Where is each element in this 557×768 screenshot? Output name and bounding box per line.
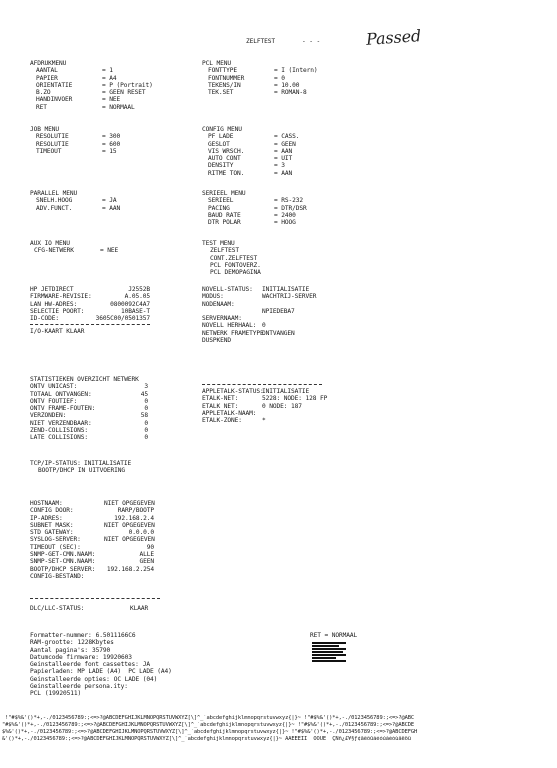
pcl-menu-heading: PCL MENU xyxy=(202,60,232,67)
config-setting-label: VIS WRSCH. xyxy=(208,147,245,155)
tcpip-field-value: NIET OPGEGEVEN xyxy=(104,500,155,507)
formatter-field xyxy=(30,632,240,639)
tcpip-field xyxy=(30,507,160,514)
appletalk-field-label: ETALK NET: xyxy=(202,402,239,410)
network-stat xyxy=(30,391,150,398)
divider xyxy=(202,384,322,385)
pcl-setting-label: TEK.SET xyxy=(208,89,234,97)
formatter-field xyxy=(30,639,240,646)
formatter-field xyxy=(30,668,240,675)
novell-field-value: INITIALISATIE xyxy=(262,286,310,293)
tcpip-field xyxy=(30,573,160,580)
printer-setting-value: = P (Portrait) xyxy=(102,81,153,89)
tcpip-field-value: 90 xyxy=(146,543,154,551)
appletalk-field-value: 5228: NODE: 128 FP xyxy=(262,395,328,403)
network-stat-label: NIET VERZENDBAAR: xyxy=(30,419,92,427)
printer-setting xyxy=(30,96,153,103)
formatter-field xyxy=(30,683,240,690)
serial-setting xyxy=(202,212,307,219)
serial-setting-label: BAUD RATE xyxy=(208,211,241,219)
printer-setting-label: PAPIER xyxy=(36,74,58,82)
network-stat-value: 58 xyxy=(140,412,148,420)
job-setting xyxy=(30,133,120,140)
appletalk-info xyxy=(202,384,328,425)
ret-label: RET = NORMAAL xyxy=(310,632,358,639)
network-stat xyxy=(30,420,150,427)
pcl-menu xyxy=(202,60,318,96)
appletalk-field-value: * xyxy=(262,417,266,425)
tcpip-field xyxy=(30,544,160,551)
config-setting-label: AUTO CONT xyxy=(208,155,241,163)
job-setting xyxy=(30,141,120,148)
pcl-setting-value: = I (Intern) xyxy=(274,67,318,75)
job-menu-heading: JOB MENU xyxy=(30,126,60,133)
network-stat-label: ONTV FOUTIEF: xyxy=(30,397,78,405)
novell-field-value: NPIEDEBA7 xyxy=(262,307,295,315)
printer-setting xyxy=(30,75,153,82)
tcpip-field xyxy=(30,500,160,507)
formatter-field-label: Datumcode firmware: xyxy=(30,653,99,661)
config-setting xyxy=(202,141,299,148)
network-stat-value: 0 xyxy=(144,427,148,435)
parallel-setting-label: SNELH.HOOG xyxy=(36,197,73,205)
job-setting-label: RESOLUTIE xyxy=(36,140,69,148)
formatter-field-value: 1228Kbytes xyxy=(77,639,114,647)
jetdirect-field-label: LAN HW-ADRES: xyxy=(30,300,78,308)
network-stat xyxy=(30,398,150,405)
appletalk-field-value: 0 NODE: 187 xyxy=(262,402,302,410)
jetdirect-field-label: ID-CODE: xyxy=(30,315,60,323)
test-menu-item: CONT.ZELFTEST xyxy=(210,254,258,262)
parallel-setting-value: = AAN xyxy=(102,204,121,212)
test-menu-item: PCL FONTOVERZ. xyxy=(210,261,261,269)
formatter-field-label: RAM-grootte: xyxy=(30,639,74,647)
divider xyxy=(30,598,160,599)
tcpip-config xyxy=(30,500,160,580)
network-stat-value: 0 xyxy=(144,397,148,405)
config-setting xyxy=(202,148,299,155)
network-stat-label: ONTV FRAME-FOUTEN: xyxy=(30,405,96,413)
tcpip-field-value: GEEN xyxy=(139,558,154,566)
appletalk-field xyxy=(202,410,322,417)
printer-menu xyxy=(30,60,153,111)
network-stat-value: 3 xyxy=(144,383,148,391)
header-marks: - - - xyxy=(302,38,321,45)
aux-setting-label: CFG-NETWERK xyxy=(34,247,74,255)
serial-menu xyxy=(202,190,307,226)
printer-setting-value: = NEE xyxy=(102,96,121,104)
novell-field-label: DUSPKEND xyxy=(202,337,232,345)
network-stat-value: 0 xyxy=(144,434,148,442)
formatter-field-label: Geinstalleerde persona.ity: xyxy=(30,683,128,691)
job-setting-value: = 600 xyxy=(102,140,121,148)
pcl-setting-value: = 0 xyxy=(274,74,285,82)
printer-setting xyxy=(30,67,153,74)
config-setting-value: = AAN xyxy=(274,169,293,177)
pcl-setting-label: FONTNUMMER xyxy=(208,74,245,82)
network-stat-label: ONTV UNICAST: xyxy=(30,383,78,391)
config-setting-label: DENSITY xyxy=(208,162,234,170)
appletalk-field xyxy=(202,395,328,403)
job-setting xyxy=(30,148,120,155)
network-stat-value: 45 xyxy=(140,390,148,398)
novell-field-label: NODENAAM: xyxy=(202,300,235,308)
formatter-field-value: OC LADE (04) xyxy=(113,675,158,683)
tcpip-note: BOOTP/DHCP IN UITVOERING xyxy=(38,467,126,475)
serial-setting-label: SERIEEL xyxy=(208,197,234,205)
printer-setting-label: RET xyxy=(36,103,47,111)
page-title: ZELFTEST xyxy=(246,38,276,45)
jetdirect-field xyxy=(30,293,150,300)
appletalk-field-value: INITIALISATIE xyxy=(262,388,310,395)
tcpip-field-value: ALLE xyxy=(139,551,154,559)
novell-field xyxy=(202,293,322,300)
serial-setting xyxy=(202,205,307,212)
jetdirect-field xyxy=(30,315,150,322)
tcpip-field-label: BOOTP/DHCP SERVER: xyxy=(30,565,96,573)
tcpip-field-value: NIET OPGEGEVEN xyxy=(104,521,155,529)
serial-setting-value: = DTR/DSR xyxy=(274,204,307,212)
test-menu-heading: TEST MENU xyxy=(202,240,235,247)
appletalk-field-label: ETALK-ZONE: xyxy=(202,417,242,425)
formatter-field-label: PCL xyxy=(30,690,41,698)
charset-line: &'()*+,-./0123456789:;<=>?@ABCDEFGHIJKLMNOPQRSTUVWXYZ[\]^_`abcdefghijklmnopqrstuvwxyz{|}~ AAEEEII OOUE ÇÑñ¿£¥§ƒ¢âêôûáéóúàèòùäëöü xyxy=(2,736,411,742)
formatter-field-value: (19920511) xyxy=(44,690,82,698)
parallel-setting-value: = JA xyxy=(102,197,117,205)
formatter-field xyxy=(30,676,240,683)
dlc-block xyxy=(30,598,160,612)
tcpip-field-value: 0.0.0.0 xyxy=(128,529,154,537)
pcl-setting-label: FONTTYPE xyxy=(208,67,238,75)
config-setting-value: = AAN xyxy=(274,147,293,155)
printer-setting-label: B.ZO xyxy=(36,89,51,97)
jetdirect-field-value: J2552B xyxy=(128,286,150,293)
dlc-status-label: DLC/LLC-STATUS: xyxy=(30,605,85,612)
serial-setting-label: PACING xyxy=(208,204,230,212)
config-setting xyxy=(202,155,299,162)
novell-field xyxy=(202,330,322,337)
handwritten-signature: Passed xyxy=(365,26,422,49)
jetdirect-info xyxy=(30,286,150,336)
tcpip-status-value: INITIALISATIE xyxy=(84,460,132,467)
tcpip-field-label: TIMEOUT (SEC): xyxy=(30,543,81,551)
appletalk-field xyxy=(202,403,322,410)
novell-field-label: SERVERNAAM: xyxy=(202,315,242,323)
tcpip-field-label: SYSLOG-SERVER: xyxy=(30,536,81,544)
novell-field-label: MODUS: xyxy=(202,293,224,301)
parallel-menu xyxy=(30,190,120,212)
printer-setting xyxy=(30,82,153,89)
charset-line: "#$%&'()*+,-./0123456789:;<=>?@ABCDEFGHIJKLMNOPQRSTUVWXYZ[\]^_`abcdefghijklmnopqrstuvwxyz{|}~ !"#$%&'()*+,-./0123456789:;<=>?@ABCDE xyxy=(2,722,415,728)
formatter-field-value: 6.5011166C6 xyxy=(95,632,136,639)
novell-field-label: NOVELL HERHAAL: xyxy=(202,322,257,330)
serial-setting xyxy=(202,219,307,226)
serial-menu-heading: SERIEEL MENU xyxy=(202,190,246,197)
divider xyxy=(30,324,150,325)
serial-setting-value: = 2400 xyxy=(274,211,296,219)
network-stat xyxy=(30,434,150,441)
network-stats-heading: STATISTIEKEN OVERZICHT NETWERK xyxy=(30,376,139,383)
serial-setting-label: DTR POLAR xyxy=(208,219,241,227)
tcpip-field-value: NIET OPGEGEVEN xyxy=(104,536,155,544)
aux-io-menu-heading: AUX IO MENU xyxy=(30,240,70,247)
printer-setting xyxy=(30,89,153,96)
config-menu-heading: CONFIG MENU xyxy=(202,126,242,133)
jetdirect-field xyxy=(30,286,150,293)
serial-setting-value: = RS-232 xyxy=(274,197,304,205)
pcl-setting xyxy=(202,89,318,96)
novell-field xyxy=(202,315,322,322)
config-setting xyxy=(202,170,299,177)
novell-field-value: WACHTRIJ-SERVER xyxy=(262,293,317,301)
printer-setting xyxy=(30,104,153,111)
tcpip-field-label: CONFIG-BESTAND: xyxy=(30,572,85,580)
formatter-field-value: JA xyxy=(142,661,151,669)
novell-info xyxy=(202,286,322,344)
novell-field xyxy=(202,337,322,344)
printer-setting-value: = GEEN RESET xyxy=(102,89,146,97)
config-setting xyxy=(202,133,299,140)
formatter-field-label: Papierladen: xyxy=(30,668,74,676)
parallel-setting xyxy=(30,197,120,204)
printer-setting-label: ORIENTATIE xyxy=(36,81,73,89)
formatter-field-label: Formatter-nummer: xyxy=(30,632,92,639)
novell-field-value: ONTVANGEN xyxy=(262,329,295,337)
jetdirect-field-value: 0800092C4A7 xyxy=(110,300,150,308)
network-stats xyxy=(30,376,150,442)
printer-setting-label: AANTAL xyxy=(36,67,58,75)
tcpip-field xyxy=(30,529,160,536)
formatter-field-label: Aantal pagina's: xyxy=(30,646,89,654)
formatter-field-value: 35790 xyxy=(92,646,111,654)
jetdirect-field-label: HP JETDIRECT xyxy=(30,286,74,293)
jetdirect-field xyxy=(30,301,150,308)
charset-line: $%&'()*+,-./0123456789:;<=>?@ABCDEFGHIJKLMNOPQRSTUVWXYZ[\]^_`abcdefghijklmnopqrstuvwxyz{|}~ !"#$%&'()*+,-./0123456789:;<=>?@ABCDEFGH xyxy=(2,729,418,735)
network-stat xyxy=(30,412,150,419)
parallel-menu-heading: PARALLEL MENU xyxy=(30,190,78,197)
appletalk-field xyxy=(202,417,322,424)
formatter-field xyxy=(30,654,240,661)
aux-setting-value: = NEE xyxy=(100,247,119,255)
parallel-setting-label: ADV.FUNCT. xyxy=(36,204,73,212)
network-stat-value: 0 xyxy=(144,419,148,427)
config-setting xyxy=(202,162,299,169)
tcpip-field-label: HOSTNAAM: xyxy=(30,500,63,507)
formatter-info xyxy=(30,632,240,698)
tcpip-field xyxy=(30,522,160,529)
formatter-field-value: 19920603 xyxy=(102,653,132,661)
jetdirect-field-value: 10BASE-T xyxy=(120,307,150,315)
printer-menu-heading: AFDRUKMENU xyxy=(30,60,67,67)
serial-setting xyxy=(202,197,307,204)
formatter-field-value: MP LADE (A4) PC LADE (A4) xyxy=(77,668,172,676)
test-menu-item: ZELFTEST xyxy=(210,247,240,255)
tcpip-field-label: SNMP-SET-CMN.NAAM: xyxy=(30,558,96,566)
novell-field xyxy=(202,322,322,329)
jetdirect-field-value: 3605C00/0501357 xyxy=(95,315,150,323)
job-menu xyxy=(30,126,120,155)
job-setting-label: TIMEOUT xyxy=(36,147,62,155)
formatter-field xyxy=(30,647,240,654)
novell-field xyxy=(202,301,322,308)
network-stat xyxy=(30,405,150,412)
network-stat xyxy=(30,383,150,390)
network-stat-label: TOTAAL ONTVANGEN: xyxy=(30,390,92,398)
tcpip-field xyxy=(30,536,160,543)
formatter-field-label: Geinstalleerde opties: xyxy=(30,675,110,683)
pcl-setting-value: = 10.00 xyxy=(274,81,300,89)
serial-setting-value: = HOOG xyxy=(274,219,296,227)
novell-field xyxy=(202,308,322,315)
config-setting-value: = UIT xyxy=(274,155,293,163)
pcl-setting-label: TEKENS/IN xyxy=(208,81,241,89)
printer-setting-label: HANDINVOER xyxy=(36,96,73,104)
config-setting-value: = CASS. xyxy=(274,133,300,141)
pcl-setting-value: = ROMAN-8 xyxy=(274,89,307,97)
tcpip-field-label: CONFIG DOOR: xyxy=(30,507,74,515)
printer-setting-value: = 1 xyxy=(102,67,113,75)
jetdirect-field-label: FIRMWARE-REVISIE: xyxy=(30,293,92,301)
printer-setting-value: = A4 xyxy=(102,74,117,82)
test-menu xyxy=(202,240,261,276)
test-menu-item: PCL DEMOPAGINA xyxy=(210,269,261,277)
barcode-pattern xyxy=(312,642,346,662)
config-setting-label: GESLOT xyxy=(208,140,230,148)
aux-setting xyxy=(30,247,118,254)
pcl-setting xyxy=(202,67,318,74)
appletalk-field xyxy=(202,388,322,395)
pcl-setting xyxy=(202,75,318,82)
network-stat-value: 0 xyxy=(144,405,148,413)
aux-io-menu xyxy=(30,240,118,255)
novell-field-label: NOVELL-STATUS: xyxy=(202,286,253,293)
network-stat-label: ZEND-COLLISIONS: xyxy=(30,427,89,435)
network-stat-label: VERZONDEN: xyxy=(30,412,67,420)
tcpip-field xyxy=(30,551,160,558)
job-setting-label: RESOLUTIE xyxy=(36,133,69,141)
novell-field xyxy=(202,286,322,293)
appletalk-field-label: APPLETALK-STATUS: xyxy=(202,388,264,395)
dlc-status-value: KLAAR xyxy=(130,605,149,612)
tcpip-status-label: TCP/IP-STATUS: xyxy=(30,460,81,467)
tcpip-field-label: IP-ADRES: xyxy=(30,514,63,522)
tcpip-field-label: SNMP-GET-CMN.NAAM: xyxy=(30,551,96,559)
pcl-setting xyxy=(202,82,318,89)
config-setting-value: = GEEN xyxy=(274,140,296,148)
config-setting-label: PF LADE xyxy=(208,133,234,141)
io-card-status: I/O-KAART KLAAR xyxy=(30,328,85,336)
jetdirect-field xyxy=(30,308,150,315)
network-stat-label: LATE COLLISIONS: xyxy=(30,434,89,442)
config-setting-value: = 3 xyxy=(274,162,285,170)
formatter-field xyxy=(30,661,240,668)
jetdirect-field-label: SELECTIE POORT: xyxy=(30,307,85,315)
tcpip-field-value: 192.168.2.254 xyxy=(106,565,154,573)
tcpip-field xyxy=(30,566,160,573)
formatter-field xyxy=(30,690,240,697)
printer-setting-value: = NORMAAL xyxy=(102,103,135,111)
config-setting-label: RITME TON. xyxy=(208,169,245,177)
job-setting-value: = 300 xyxy=(102,133,121,141)
formatter-field-label: Geinstalleerde font cassettes: xyxy=(30,661,139,669)
appletalk-field-label: APPLETALK-NAAM: xyxy=(202,409,257,417)
tcpip-status-block xyxy=(30,460,160,475)
charset-sample xyxy=(2,715,550,743)
tcpip-field-value: 192.168.2.4 xyxy=(114,514,154,522)
tcpip-field-label: SUBNET MASK: xyxy=(30,521,74,529)
novell-field-value: 0 xyxy=(262,322,266,330)
jetdirect-field-value: A.05.05 xyxy=(124,293,150,301)
tcpip-field-label: STD GATEWAY: xyxy=(30,529,74,537)
appletalk-field-label: ETALK-NET: xyxy=(202,395,239,403)
novell-field-label: NETWERK FRAMETYPE xyxy=(202,329,264,337)
config-menu xyxy=(202,126,299,177)
charset-line: !"#$%&'()*+,-./0123456789:;<=>?@ABCDEFGHIJKLMNOPQRSTUVWXYZ[\]^_`abcdefghijklmnopqrstuvwxyz{|}~ !"#$%&'()*+,-./0123456789:;<=>?@ABC xyxy=(2,715,415,721)
tcpip-field xyxy=(30,515,160,522)
network-stat xyxy=(30,427,150,434)
parallel-setting xyxy=(30,205,120,212)
job-setting-value: = 15 xyxy=(102,147,117,155)
tcpip-field xyxy=(30,558,160,565)
tcpip-field-value: RARP/BOOTP xyxy=(117,507,154,515)
